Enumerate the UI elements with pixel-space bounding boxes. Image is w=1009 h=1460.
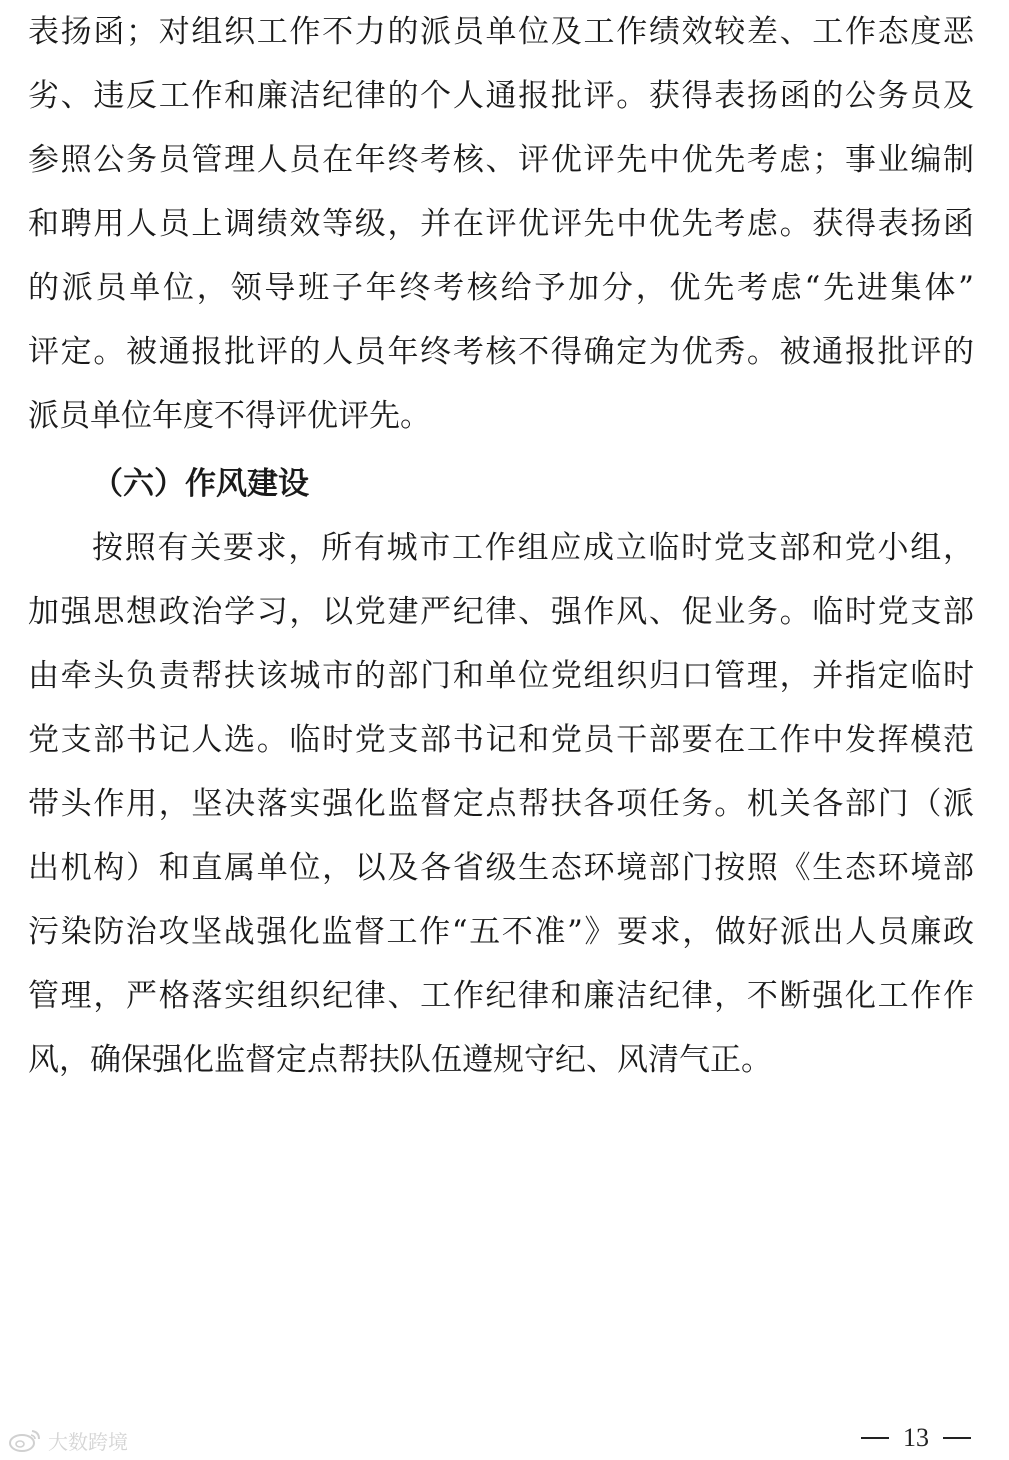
watermark-text: 大数跨境: [48, 1429, 128, 1454]
paragraph-rewards-and-criticism: [28, 0, 974, 448]
text-line: 派员单位年度不得评优评先。: [28, 398, 431, 434]
watermark: [8, 1424, 128, 1456]
section-heading: （六）作风建设: [92, 466, 309, 502]
text-line: 表扬函；对组织工作不力的派员单位及工作绩效较差、工作态度恶: [28, 14, 974, 50]
text-line: 带头作用，坚决落实强化监督定点帮扶各项任务。机关各部门（派: [28, 786, 974, 822]
text-line: 管理，严格落实组织纪律、工作纪律和廉洁纪律，不断强化工作作: [28, 978, 974, 1014]
paragraph-work-style: [28, 516, 974, 1092]
text-line: 出机构）和直属单位，以及各省级生态环境部门按照《生态环境部: [28, 850, 974, 886]
dash-left: [861, 1437, 889, 1439]
weibo-logo-icon: [8, 1427, 42, 1453]
text-line: 的派员单位，领导班子年终考核给予加分，优先考虑“先进集体”: [28, 270, 974, 306]
text-line: 和聘用人员上调绩效等级，并在评优评先中优先考虑。获得表扬函: [28, 206, 974, 242]
text-line: 加强思想政治学习，以党建严纪律、强作风、促业务。临时党支部: [28, 594, 974, 630]
text-line: 评定。被通报批评的人员年终考核不得确定为优秀。被通报批评的: [28, 334, 974, 370]
text-line: 污染防治攻坚战强化监督工作“五不准”》要求，做好派出人员廉政: [28, 914, 974, 950]
text-line: 按照有关要求，所有城市工作组应成立临时党支部和党小组，: [92, 530, 974, 566]
dash-right: [943, 1437, 971, 1439]
text-line: 参照公务员管理人员在年终考核、评优评先中优先考虑；事业编制: [28, 142, 974, 178]
text-line: 由牵头负责帮扶该城市的部门和单位党组织归口管理，并指定临时: [28, 658, 974, 694]
page-number: 13: [903, 1423, 929, 1452]
text-line: 党支部书记人选。临时党支部书记和党员干部要在工作中发挥模范: [28, 722, 974, 758]
text-line: 风，确保强化监督定点帮扶队伍遵规守纪、风清气正。: [28, 1042, 772, 1078]
text-line: 劣、违反工作和廉洁纪律的个人通报批评。获得表扬函的公务员及: [28, 78, 974, 114]
page-number-footer: [861, 1420, 971, 1456]
